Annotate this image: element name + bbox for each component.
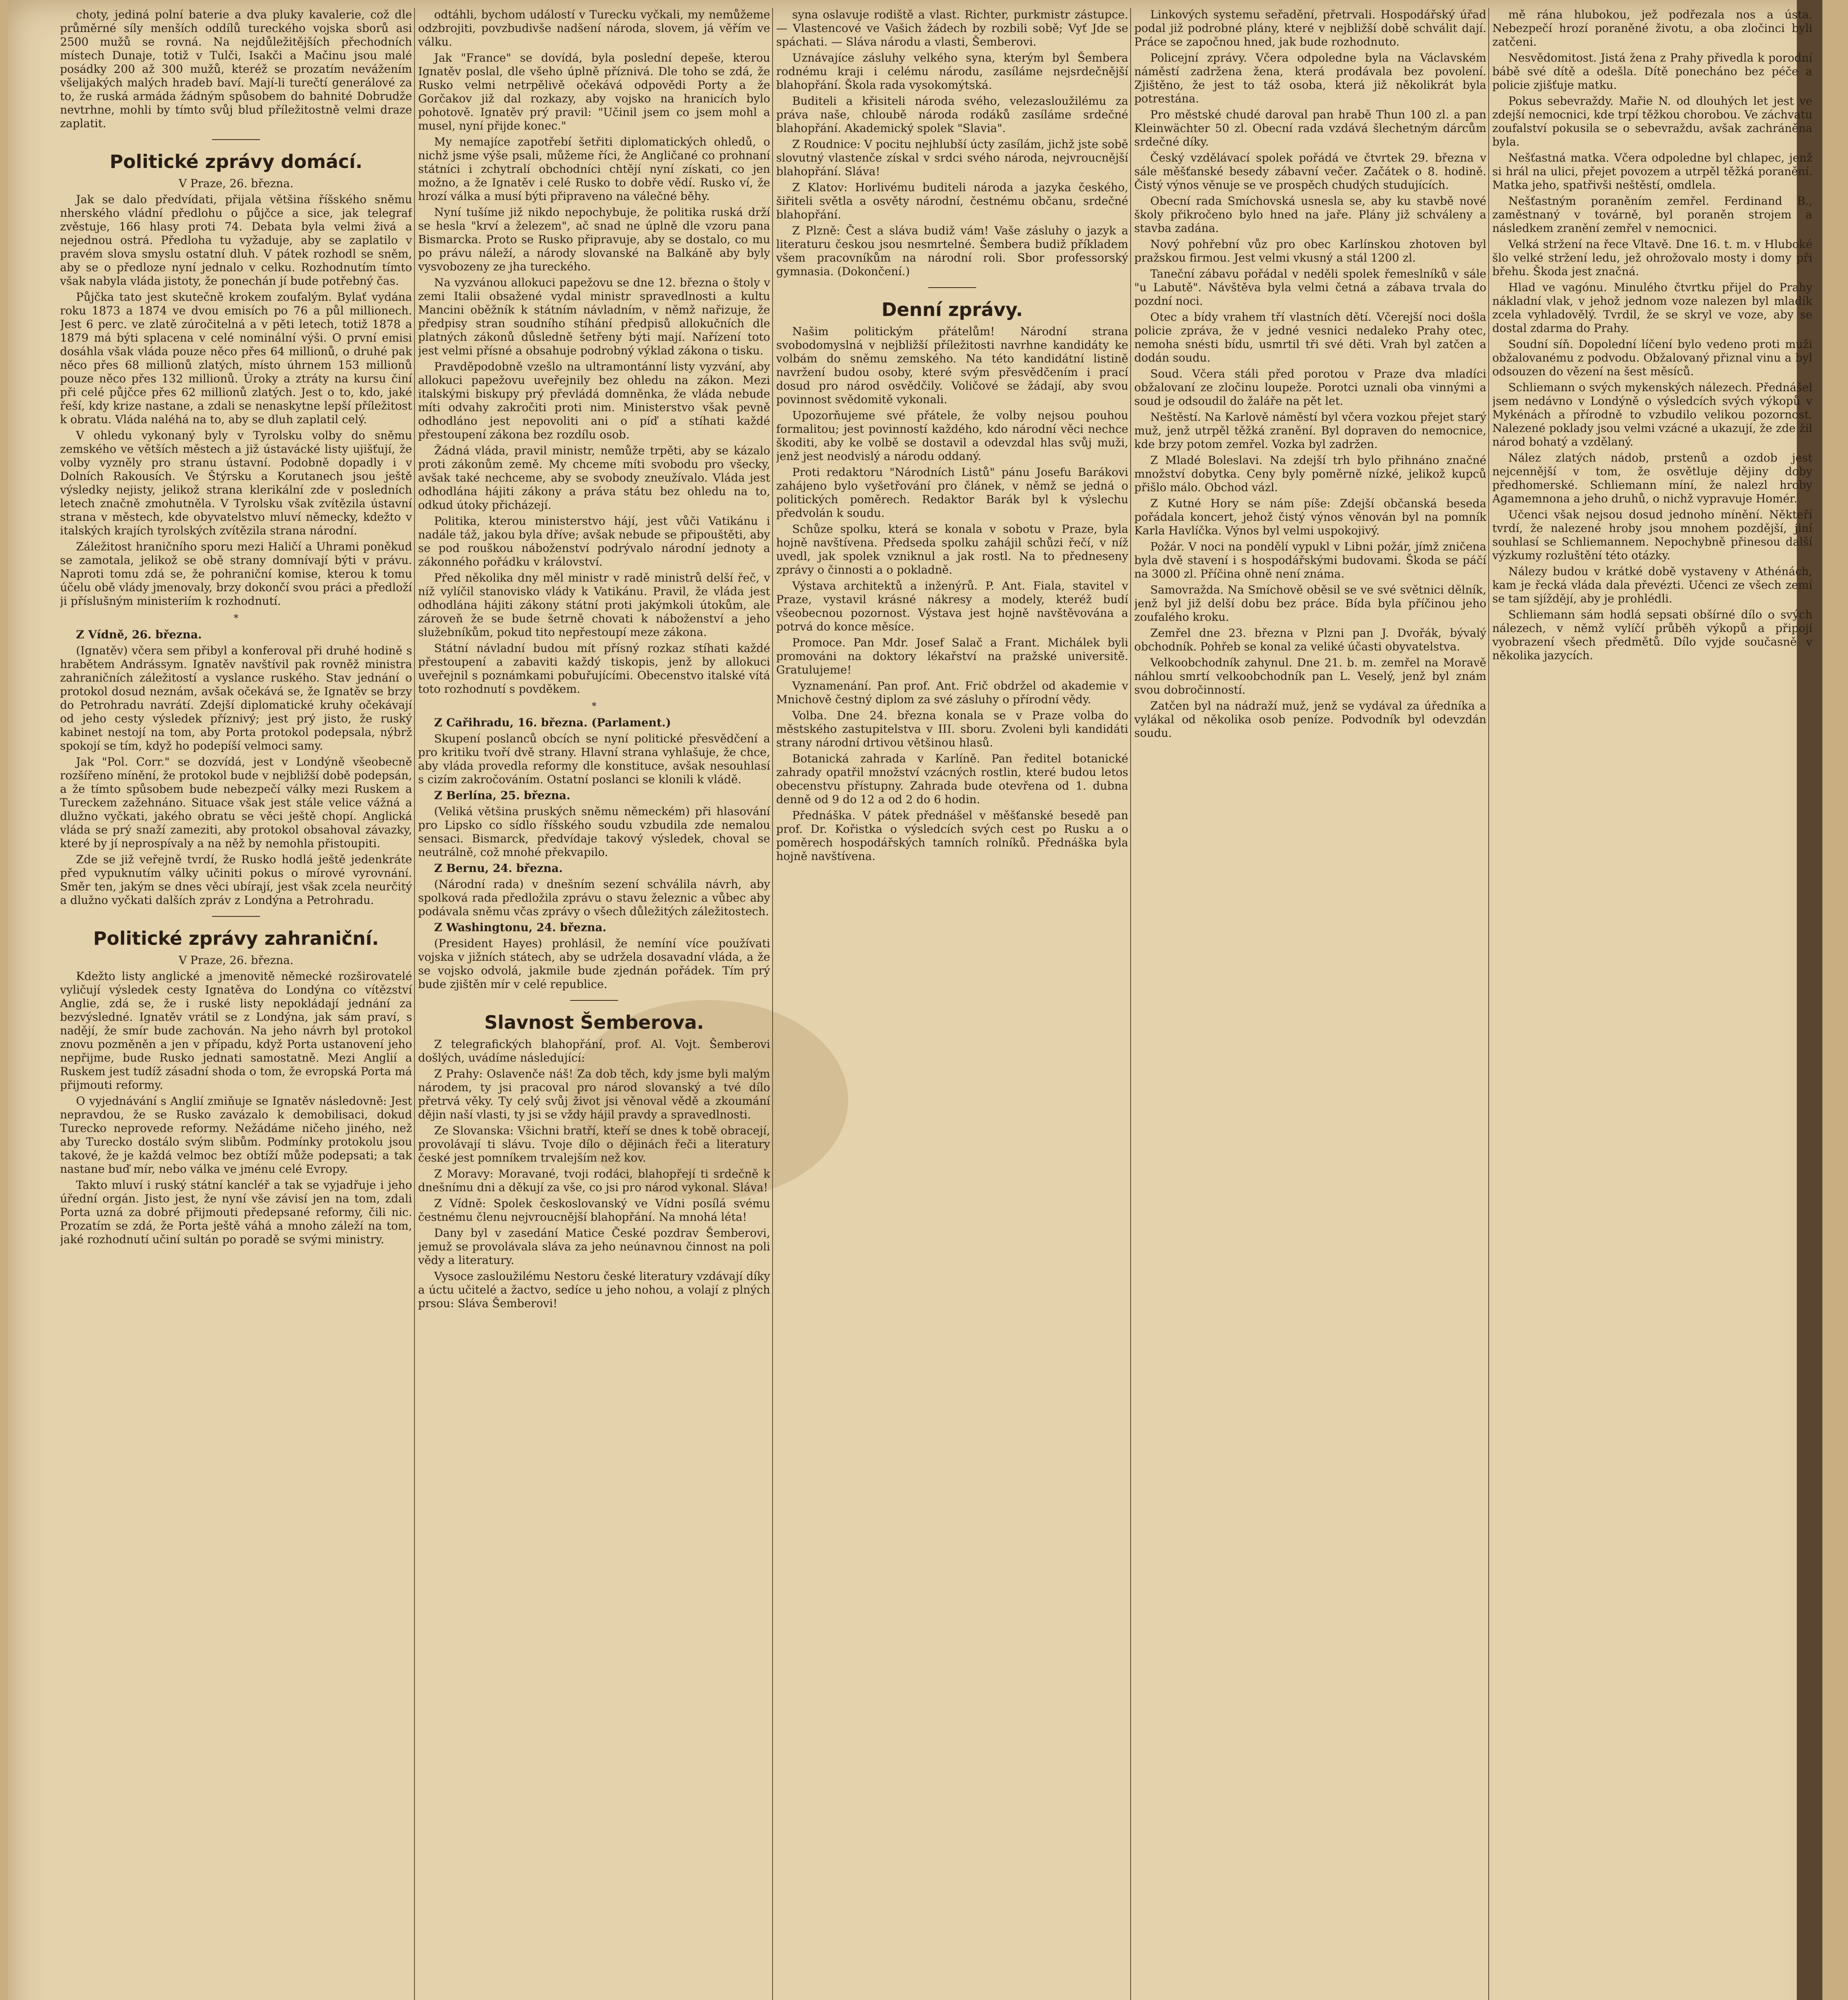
article-paragraph: My nemajíce zapotřebí šetřiti diplomatických ohledů, o nichž jsme výše psali, můžeme říci, že Angličané co prohnaní státníci i zchytralí obchodníci chtějí nyní získati, co jen možno, a že Ignatěv i celé Rusko to dobře vědí. Rusko ví, že hrozí válka a musí býti připraveno na válečné běhy. (418, 135, 770, 203)
article-paragraph: Otec a bídy vrahem tří vlastních dětí. Včerejší noci došla policie zpráva, že v jedné vesnici nedaleko Prahy otec, nemoha snésti bídu, usmrtil tři své děti. Vrah byl zatčen a dodán soudu. (1134, 310, 1486, 364)
article-paragraph: V ohledu vykonaný byly v Tyrolsku volby do sněmu zemského ve větších městech a již ústavácké listy ujišťují, že volby vyzněly pro stranu ústavní. Podobně dopadly i v Dolních Rakousích. Ve Štýrsku a Korutanech jsou ještě výsledky nejisty, jelikož strana klerikální zde v posledních letech značně zmohutněla. V Tyrolsku však zvítězila ústavní strana v městech, kde obyvatelstvo mluví německy, kdežto v italských krajích tyrolských zvítězila strana národní. (60, 429, 412, 537)
article-paragraph: Promoce. Pan Mdr. Josef Salač a Frant. Michálek byli promováni na doktory lékařství na pražské universitě. Gratulujeme! (776, 636, 1128, 676)
article-paragraph: Jak se dalo předvídati, přijala většina říšského sněmu nherského vládní předlohu o půjčce a sice, jak telegraf zvěstuje, 166 hlasy proti 74. Debata byla velmi živá a nejednou ostrá. Předloha tu vyžaduje, aby se zaplatilo v pravém slova smyslu ostatní dluh. V pátek rozhodl se sněm, aby se o předloze nyní jednalo v celku. Rozhodnutím tímto však nabyla vláda jistoty, že ponechán jí bude potřebný čas. (60, 193, 412, 288)
dateline-sub: Z Washingtonu, 24. března. (434, 921, 607, 934)
article-paragraph: Takto mluví i ruský státní kancléř a tak se vyjadřuje i jeho úřední orgán. Jisto jest, že nyní vše závisí jen na tom, zdali Porta uzná za dobré přijmouti předepsané reformy, čili nic. Prozatím se zdá, že Porta ještě váhá a mnoho záleží na tom, jaké rozhodnutí učiní sultán po poradě se svými ministry. (60, 1178, 412, 1246)
article-paragraph: Schliemann sám hodlá sepsati obšírné dílo o svých nálezech, v němž vylíčí průběh výkopů a připojí vyobrazení všech předmětů. Dílo vyjde současně v několika jazycích. (1492, 608, 1812, 662)
article-paragraph: Pokus sebevraždy. Mařie N. od dlouhých let jest ve zdejší nemocnici, kde trpí těžkou chorobou. Ve záchvatu zoufalství pokusila se o sebevraždu, avšak zachráněna byla. (1492, 94, 1812, 148)
article-paragraph: Policejní zprávy. Včera odpoledne byla na Václavském náměstí zadržena žena, která prodávala bez povolení. Zjištěno, že jest to táž osoba, která již několikrát byla potrestána. (1134, 51, 1486, 105)
article-paragraph: Pro městské chudé daroval pan hrabě Thun 100 zl. a pan Kleinwächter 50 zl. Obecní rada vzdává šlechetným dárcům srdečné díky. (1134, 108, 1486, 148)
dateline-sub: Z Bernu, 24. března. (434, 862, 563, 875)
article-paragraph: choty, jediná polní baterie a dva pluky kavalerie, což dle průměrné síly menších oddílů tureckého vojska sborů asi 2500 mužů se rovná. Na nejdůležitějších přechodních místech Dunaje, totiž v Tulči, Isakči a Mačinu jsou malé posádky 200 až 300 mužů, kteréž se prozatím nevážením všelijakých malých hradeb baví. Mají-li turečtí generálové za to, že ruská armáda žádným spůsobem do bahnité Dobrudže nevtrhne, mohli by tímto svůj blud příležitostně velmi draze zaplatit. (60, 8, 412, 130)
column-rule (414, 8, 415, 2000)
article-paragraph: Skupení poslanců obcích se nyní politické přesvědčení a pro kritiku tvoří dvě strany. Hlavní strana vyhlašuje, že chce, aby vláda provedla reformy dle konstituce, avšak nesouhlasí s cizím zakročováním. Ostatní poslanci se klonili k vládě. (418, 732, 770, 786)
article-paragraph: Na vyzvánou allokuci papežovu se dne 12. března o štoly v zemi Italii obsažené vydal ministr spravedlnosti a kultu Mancini oběžník k státním návladním, v němž nařizuje, že předpisy stran soudního stíhání předpisů allokučních dle platných zákonů důsledně šetřeny býti mají. Nařízení toto jest velmi přísné a obsahuje podrobný výklad zákona o tisku. (418, 276, 770, 357)
article-paragraph: Z Plzně: Čest a sláva budiž vám! Vaše zásluhy o jazyk a literaturu českou jsou nesmrtelné. Šembera budiž příkladem všem pracovníkům na národní roli. Sbor professorský gymnasia. (Dokončení.) (776, 224, 1128, 278)
section-heading-foreign: Politické zprávy zahraniční. (93, 928, 379, 949)
article-paragraph: Kdežto listy anglické a jmenovitě německé rozširovatelé vyličují výsledek cesty Ignatěva do Londýna co vítězství Anglie, zdá se, že i ruské listy nepokládají jednání za bezvýsledné. Ignatěv vrátil se z Londýna, jak sám praví, s nadějí, že smír bude zachován. Na jeho návrh byl protokol znovu pozměněn a jen v případu, když Porta ustanovení jeho nepřijme, bude Rusko jednati samostatně. Mezi Anglií a Ruskem jest tudíž zásadní shoda o tom, že evropská Porta má přijmouti reformy. (60, 970, 412, 1092)
dateline-sub: Z Vídně, 26. března. (76, 628, 202, 641)
article-paragraph: Výstava architektů a inženýrů. P. Ant. Fiala, stavitel v Praze, vystavil krásné nákresy a modely, kteréž budí všeobecnou pozornost. Výstava jest hojně navštěvována a potrvá do konce měsíce. (776, 579, 1128, 633)
article-paragraph: Soud. Včera stáli před porotou v Praze dva mladíci obžalovaní ze zločinu loupeže. Porotci uznali oba vinnými a soud je odsoudil do žaláře na pět let. (1134, 367, 1486, 408)
section-heading-sembera: Slavnost Šemberova. (484, 1012, 704, 1033)
article-paragraph: mě rána hlubokou, jež podřezala nos a ústa. Nebezpečí hrozí poraněné životu, a oba zločinci byli zatčeni. (1492, 8, 1812, 48)
article-paragraph: Zemřel dne 23. března v Plzni pan J. Dvořák, bývalý obchodník. Pohřeb se konal za veliké účasti obyvatelstva. (1134, 626, 1486, 653)
divider (570, 1000, 618, 1001)
article-paragraph: Z telegrafických blahopřání, prof. Al. Vojt. Šemberovi došlých, uvádíme následující: (418, 1038, 770, 1064)
column-rule (1130, 8, 1131, 2000)
column-1 (60, 8, 412, 2000)
divider (212, 916, 260, 917)
article-paragraph: (President Hayes) prohlásil, že nemíní více používati vojska v jižních státech, aby se udržela dosavadní vláda, a že se vojsko odvolá, jakmile bude zjednán pořádek. Tím prý bude zjištěn mír v celé republice. (418, 937, 770, 991)
newspaper-page (8, 0, 1822, 2000)
article-paragraph: Žádná vláda, pravil ministr, nemůže trpěti, aby se kázalo proti zákonům země. My chceme míti svobodu pro všecky, avšak také nechceme, aby se svobody zneužívalo. Vláda jest odhodlána hájiti zákony a práva státu bez ohledu na to, odkud útoky přicházejí. (418, 444, 770, 512)
article-paragraph: Nešťastná matka. Včera odpoledne byl chlapec, jenž si hrál na ulici, přejet povozem a utrpěl těžká poranění. Matka jeho, spatřivši neštěstí, omdlela. (1492, 151, 1812, 192)
article-paragraph: Samovražda. Na Smíchově oběsil se ve své světnici dělník, jenž byl již delší dobu bez práce. Bída byla příčinou jeho zoufalého kroku. (1134, 583, 1486, 624)
article-paragraph: Dany byl v zasedání Matice České pozdrav Šemberovi, jemuž se provolávala sláva za jeho neúnavnou činnost na poli vědy a literatury. (418, 1226, 770, 1267)
article-paragraph: Proti redaktoru "Národních Listů" pánu Josefu Barákovi zahájeno bylo vyšetřování pro článek, v němž se jedná o politických poměrech. Redaktor Barák byl k výslechu předvolán k soudu. (776, 466, 1128, 520)
article-paragraph: Nešťastným poraněním zemřel. Ferdinand B., zaměstnaný v továrně, byl poraněn strojem a následkem zranění zemřel v nemocnici. (1492, 194, 1812, 235)
article-paragraph: Nesvědomitost. Jistá žena z Prahy přivedla k porodní bábě své dítě a odešla. Dítě ponecháno bez péče a policie zjišťuje matku. (1492, 51, 1812, 92)
article-paragraph: Záležitost hraničního sporu mezi Haličí a Uhrami poněkud se zamotala, jelikož se obě strany domnívají býti v právu. Naproti tomu zdá se, že pohraniční komise, kterou k tomu účelu obě vlády jmenovaly, brzy dokončí svou práci a předloží ji příslušným ministeriím k rozhodnutí. (60, 540, 412, 608)
article-paragraph: Požár. V noci na pondělí vypukl v Libni požár, jímž zničena byla dvě stavení i s hospodářskými budovami. Škoda se páčí na 3000 zl. Příčina ohně není známa. (1134, 540, 1486, 580)
article-paragraph: Vysoce zasloužilému Nestoru české literatury vzdávají díky a úctu učitelé a žactvo, sedíce u jeho nohou, a volají z plných prsou: Sláva Šemberovi! (418, 1270, 770, 1310)
article-paragraph: Nový pohřební vůz pro obec Karlínskou zhotoven byl pražskou firmou. Jest velmi vkusný a stál 1200 zl. (1134, 238, 1486, 264)
article-paragraph: Jak "Pol. Corr." se dozvídá, jest v Londýně všeobecně rozšířeno mínění, že protokol bude v nejbližší době podepsán, a že tímto spůsobem bude nebezpečí války mezi Ruskem a Tureckem zažehnáno. Situace však jest stále velice vážná a dlužno vyčkati, jakého obratu se věci ještě chopí. Anglická vláda se prý snaží zameziti, aby protokol obsahoval závazky, které by jí neprospívaly a na něž by nemohla přistoupiti. (60, 755, 412, 850)
article-paragraph: O vyjednávání s Anglií zmiňuje se Ignatěv následovně: Jest nepravdou, že se Rusko zavázalo k demobilisaci, dokud Turecko neprovede reformy. Nežádáme ničeho jiného, než aby Turecko dostálo svým slibům. Podmínky protokolu jsou takové, že je každá velmoc bez obtíží může podepsati; a tak nastane buď mír, nebo válka ve jménu celé Evropy. (60, 1094, 412, 1176)
column-rule (772, 8, 773, 2000)
article-paragraph: Před několika dny měl ministr v radě ministrů delší řeč, v níž vylíčil stanovisko vlády k Vatikánu. Pravil, že vláda jest odhodlána hájiti zákony státní proti jakýmkoli útokům, ale zároveň že se bude šetrně chovati k náboženství a jeho služebníkům, pokud tito nepřestoupí meze zákona. (418, 571, 770, 639)
article-paragraph: Linkových systemu seřadění, přetrvali. Hospodářský úřad podal již podrobné plány, které v nejbližší době schválit dají. Práce se započnou hned, jak bude rozhodnuto. (1134, 8, 1486, 48)
article-paragraph: Botanická zahrada v Karlíně. Pan ředitel botanické zahrady opatřil množství vzácných rostlin, které budou letos obecenstvu přístupny. Zahrada bude otevřena od 1. dubna denně od 9 do 12 a od 2 do 6 hodin. (776, 752, 1128, 806)
article-paragraph: Uznávajíce zásluhy velkého syna, kterým byl Šembera rodnému kraji i celému národu, zasíláme nejsrdečnější blahopřání. Škola rada vysokomýtská. (776, 51, 1128, 92)
article-paragraph: Soudní síň. Dopolední líčení bylo vedeno proti muži obžalovanému z podvodu. Obžalovaný přiznal vinu a byl odsouzen do vězení na šest měsíců. (1492, 338, 1812, 378)
column-3 (776, 8, 1128, 2000)
column-2 (418, 8, 770, 2000)
article-paragraph: (Veliká většina pruských sněmu německém) při hlasování pro Lipsko co sídlo říšského soudu vzbudila zde nemalou sensaci. Bismarck, předvídaje takový výsledek, choval se neutrálně, což mnohé překvapilo. (418, 805, 770, 859)
article-paragraph: Z Prahy: Oslavenče náš! Za dob těch, kdy jsme byli malým národem, ty jsi pracoval pro národ slovanský a tvé dílo přetrvá věky. Ty celý svůj život jsi věnoval vědě a zkoumání dějin naší vlasti, ty jsi se vždy hájil pravdy a spravedlnosti. (418, 1067, 770, 1121)
separator-star: * (234, 612, 238, 624)
article-paragraph: Zatčen byl na nádraží muž, jenž se vydával za úředníka a vylákal od několika osob peníze. Podvodník byl odevzdán soudu. (1134, 699, 1486, 740)
article-paragraph: Ze Slovanska: Všichni bratří, kteří se dnes k tobě obracejí, provolávají ti slávu. Tvoje dílo o dějinách řeči a literatury české jest pomníkem trvalejším než kov. (418, 1124, 770, 1164)
article-paragraph: Politika, kterou ministerstvo hájí, jest vůči Vatikánu i nadále táž, jakou byla dříve; avšak nebude se připouštěti, aby se pod rouškou náboženství podrývalo národní jednoty a zákonného pořádku v království. (418, 514, 770, 568)
article-paragraph: Z Vídně: Spolek českoslovanský ve Vídni posílá svému čestnému členu nejvroucnější blahopřání. Na mnohá léta! (418, 1197, 770, 1224)
article-paragraph: Z Roudnice: V pocitu nejhlubší úcty zasílám, jichž jste sobě slovutný vlastenče získal v srdci svého národa, nejvroucnější blahopřání. Sláva! (776, 138, 1128, 178)
article-paragraph: (Ignatěv) včera sem přibyl a konferoval při druhé hodině s hrabětem Andrássym. Ignatěv navštívil pak rovněž ministra zahraničních záležitostí a vyslance ruského. Stav jednání o protokol dosud neznám, avšak očekává se, že Ignatěv se brzy do Petrohradu navrátí. Zdejší diplomatické kruhy očekávají od jeho cesty výsledek příznivý; jest prý jisto, že ruský kabinet nestojí na tom, aby Porta protokol podepsala, nýbrž spokojí se tím, když ho podepíší velmoci samy. (60, 644, 412, 752)
article-paragraph: odtáhli, bychom událostí v Turecku vyčkali, my nemůžeme odzbrojiti, povzbudivše nadšení národa, slovem, já věřím ve válku. (418, 8, 770, 48)
article-paragraph: Státní návladní budou mít přísný rozkaz stíhati každé přestoupení a zabaviti každý tiskopis, jenž by allokuci uveřejnil s poznámkami pobuřujícími. Obecenstvo italské vítá toto rozhodnutí s povděkem. (418, 642, 770, 696)
article-paragraph: Schůze spolku, která se konala v sobotu v Praze, byla hojně navštívena. Předseda spolku zahájil schůzi řečí, v níž uvedl, jak spolek vzniknul a jak rostl. Na to předneseny zprávy o činnosti a o pokladně. (776, 522, 1128, 576)
dateline: V Praze, 26. března. (178, 177, 294, 190)
article-paragraph: Nález zlatých nádob, prstenů a ozdob jest nejcennější v tom, že osvětluje dějiny doby předhomerské. Schliemann míní, že nalezl hroby Agamemnona a jeho druhů, o nichž vypravuje Homér. (1492, 451, 1812, 505)
article-paragraph: Obecní rada Smíchovská usnesla se, aby ku stavbě nové školy přikročeno bylo hned na jaře. Plány již schváleny a stavba zadána. (1134, 194, 1486, 235)
article-paragraph: Český vzdělávací spolek pořádá ve čtvrtek 29. března v sále měšťanské besedy zábavní večer. Začátek o 8. hodině. Čistý výnos věnuje se ve prospěch chudých studujících. (1134, 151, 1486, 192)
article-paragraph: Neštěstí. Na Karlově náměstí byl včera vozkou přejet starý muž, jenž utrpěl těžká zranění. Byl dopraven do nemocnice, kde brzy potom zemřel. Vozka byl zadržen. (1134, 410, 1486, 451)
article-paragraph: Z Mladé Boleslavi. Na zdejší trh bylo přihnáno značné množství dobytka. Ceny byly poměrně nízké, jelikož kupců přišlo málo. Obchod vázl. (1134, 454, 1486, 494)
article-paragraph: Našim politickým přátelům! Národní strana svobodomyslná v nejbližší příležitosti navrhne kandidáty ke volbám do sněmu zemského. Na této kandidátní listině navržení budou osoby, které svým přesvědčením i prací dosud pro národ osvědčily. Voličové se žádají, aby svou povinnost svědomitě vykonali. (776, 325, 1128, 406)
column-4 (1134, 8, 1486, 2000)
section-heading-domestic: Politické zprávy domácí. (110, 151, 362, 172)
article-paragraph: Z Moravy: Moravané, tvoji rodáci, blahopřejí ti srdečně k dnešnímu dni a děkují za vše, co jsi pro národ vykonal. Sláva! (418, 1167, 770, 1194)
article-paragraph: Volba. Dne 24. března konala se v Praze volba do městského zastupitelstva v III. sboru. Zvoleni byli kandidáti strany národní drtivou většinou hlasů. (776, 709, 1128, 749)
column-5 (1492, 8, 1812, 2000)
article-paragraph: Hlad ve vagónu. Minulého čtvrtku přijel do Prahy nákladní vlak, v jehož jednom voze nalezen byl mladík zcela vyhladovělý. Tvrdil, že se skryl ve voze, aby se dostal zdarma do Prahy. (1492, 281, 1812, 335)
dateline: V Praze, 26. března. (178, 954, 294, 967)
dateline-sub: Z Cařihradu, 16. března. (Parlament.) (434, 716, 671, 729)
article-paragraph: Nyní tušíme již nikdo nepochybuje, že politika ruská drží se hesla "krví a železem", ač snad ne úplně dle vzoru pana Bismarcka. Proto se Rusko připravuje, aby se dostalo, co mu po právu náleží, a národy slovanské na Balkáně aby byly vysvobozeny ze jha tureckého. (418, 206, 770, 273)
section-heading-daily-news: Denní zprávy. (881, 299, 1023, 320)
divider (928, 287, 976, 288)
article-paragraph: Z Klatov: Horlivému buditeli národa a jazyka českého, šiřiteli světla a osvěty národní, čestnému občanu, srdečné blahopřání. (776, 181, 1128, 221)
article-paragraph: Zde se již veřejně tvrdí, že Rusko hodlá ještě jedenkráte před vypuknutím války učiniti pokus o mírové vyrovnání. Směr ten, jakým se dnes věci ubírají, jest však zcela neurčitý a dlužno vyčkati dalších zpráv z Londýna a Petrohradu. (60, 853, 412, 907)
article-paragraph: (Národní rada) v dnešním sezení schválila návrh, aby spolková rada předložila zprávu o stavu železnic a vůbec aby podávala sněmu včas zprávy o všech důležitých záležitostech. (418, 878, 770, 918)
divider (212, 139, 260, 140)
article-paragraph: Taneční zábavu pořádal v neděli spolek řemeslníků v sále "u Labutě". Návštěva byla velmi četná a zábava trvala do pozdní noci. (1134, 267, 1486, 308)
article-paragraph: syna oslavuje rodiště a vlast. Richter, purkmistr zástupce. — Vlastencové ve Vašich žádech by rozbili sobě; Vyť Jde se spáchati. — Sláva národu a vlasti, Šemberovi. (776, 8, 1128, 48)
article-paragraph: Pravděpodobně vzešlo na ultramontánní listy vyzvání, aby allokuci papežovu uveřejnily bez ohledu na zákon. Mezi italskými biskupy prý převládá domněnka, že vláda nebude míti odvahy zakročiti proti nim. Ministerstvo však pevně odhodláno jest nepovoliti ani o píď a stíhati každé přestoupení zákona bez rozdílu osob. (418, 360, 770, 441)
article-paragraph: Učenci však nejsou dosud jednoho mínění. Někteří tvrdí, že nalezené hroby jsou mnohem pozdější, jiní souhlasí se Schliemannem. Nepochybně přinesou další výzkumy rozluštění této otázky. (1492, 508, 1812, 562)
article-paragraph: Půjčka tato jest skutečně krokem zoufalým. Bylať vydána roku 1873 a 1874 ve dvou emisích po 76 a půl millionech. Jest 6 perc. ve zlatě zúročitelná a v pěti letech, totiž 1878 a 1879 má býti splacena v celé nominální výši. O první emisi dosáhla však vláda pouze něco přes 64 millionů, o druhé pak něco přes 68 millionů zlatých, místo úhrnem 153 millionů pouze něco přes 132 millionů. Úroky a ztráty na kursu činí při celé půjčce přes 62 millionů zlatých. Jest o to, kdo, jaké řeší, kdy krize nastane, a zdali se nenaskytne lepší příležitost k obratu. Vláda naléhá na to, aby se dluh zaplatil celý. (60, 290, 412, 426)
article-paragraph: Buditeli a křisiteli národa svého, velezasloužilému za práva naše, chloubě národa rodáků zasíláme srdečné blahopřání. Akademický spolek "Slavia". (776, 94, 1128, 135)
article-paragraph: Jak "France" se dovídá, byla poslední depeše, kterou Ignatěv poslal, dle všeho úplně příznivá. Dle toho se zdá, že Rusko velmi netrpělivě očekává odpovědi Porty a že Gorčakov již dal rozkazy, aby vojsko na hranicích bylo pohotově. Ignatěv prý pravil: "Učinil jsem co jsem mohl a musel, nyní přijde konec." (418, 51, 770, 132)
article-paragraph: Velkoobchodník zahynul. Dne 21. b. m. zemřel na Moravě náhlou smrtí velkoobchodník pan L. Veselý, jenž byl znám svou dobročinností. (1134, 656, 1486, 696)
article-paragraph: Vyznamenání. Pan prof. Ant. Frič obdržel od akademie v Mnichově čestný diplom za své zásluhy o přírodní vědy. (776, 679, 1128, 706)
article-paragraph: Z Kutné Hory se nám píše: Zdejší občanská beseda pořádala koncert, jehož čistý výnos věnován byl na pomník Karla Havlíčka. Výnos byl velmi uspokojivý. (1134, 497, 1486, 537)
article-paragraph: Upozorňujeme své přátele, že volby nejsou pouhou formalitou; jest povinností každého, kdo národní věci nechce škoditi, aby ke volbě se dostavil a odevzdal hlas svůj muži, jenž jest neodvislý a národu oddaný. (776, 409, 1128, 463)
column-rule (1488, 8, 1489, 2000)
article-paragraph: Velká stržení na řece Vltavě. Dne 16. t. m. v Hluboké šlo velké stržení ledu, jež ohrožovalo mosty i domy při břehu. Škoda jest značná. (1492, 238, 1812, 278)
dateline-sub: Z Berlína, 25. března. (434, 789, 571, 802)
article-paragraph: Schliemann o svých mykenských nálezech. Přednášel jsem nedávno v Londýně o výsledcích svých výkopů v Mykénách a přírodně to vzbudilo velikou pozornost. Nalezené poklady jsou velmi vzácné a ukazují, že zde žil národ bohatý a vzdělaný. (1492, 381, 1812, 448)
article-paragraph: Nálezy budou v krátké době vystaveny v Athénách, kam je řecká vláda dala převézti. Učenci ze všech zemí se tam sjíždějí, aby je prohlédli. (1492, 565, 1812, 605)
separator-star: * (592, 700, 597, 712)
article-paragraph: Přednáška. V pátek přednášel v měšťanské besedě pan prof. Dr. Kořistka o výsledcích svých cest po Rusku a o poměrech hospodářských tamních rolníků. Přednáška byla hojně navštívena. (776, 809, 1128, 863)
